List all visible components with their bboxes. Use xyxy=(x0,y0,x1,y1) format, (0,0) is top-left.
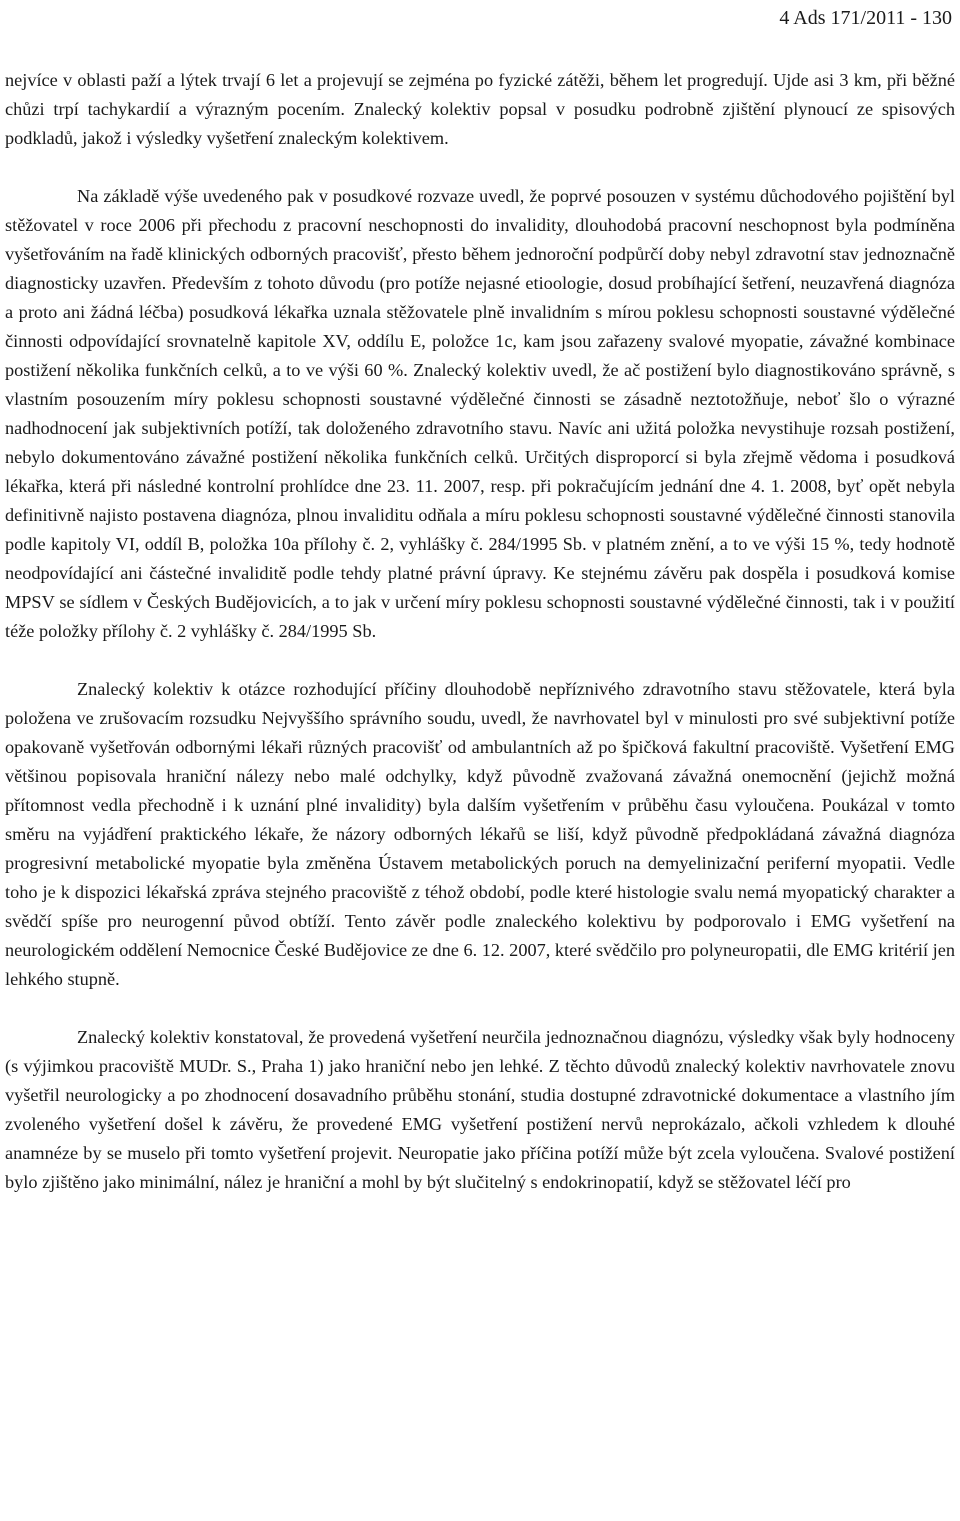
paragraph-2: Na základě výše uvedeného pak v posudkové rozvaze uvedl, že poprvé posouzen v systému důchodového pojištění byl stěžovatel v roce 2006 při přechodu z pracovní neschopnosti do invalidity, dlouhodobá pracovní neschopnost byla podmíněna vyšetřováním na řadě klinických odborných pracovišť, přesto během jednoroční podpůrčí doby nebyl zdravotní stav jednoznačně diagnosticky uzavřen. Především z tohoto důvodu (pro potíže nejasné etioologie, dosud probíhající šetření, neuzavřená diagnóza a proto ani žádná léčba) posudková lékařka uznala stěžovatele plně invalidním s mírou poklesu schopnosti soustavné výdělečné činnosti odpovídající srovnatelně kapitole XV, oddílu E, položce 1c, kam jsou zařazeny svalové myopatie, závažné kombinace postižení několika funkčních celků, a to ve výši 60 %. Znalecký kolektiv uvedl, že ač postižení bylo diagnostikováno správně, s vlastním posouzením míry poklesu schopnosti soustavné výdělečné činnosti se zásadně neztotožňuje, neboť šlo o výrazné nadhodnocení jak subjektivních potíží, tak doloženého zdravotního stavu. Navíc ani užitá položka nevystihuje rozsah postižení, nebylo dokumentováno závažné postižení několika funkčních celků. Určitých disproporcí si byla zřejmě vědoma i posudková lékařka, která při následné kontrolní prohlídce dne 23. 11. 2007, resp. při pokračujícím jednání dne 4. 1. 2008, byť opět nebyla definitivně najisto postavena diagnóza, plnou invaliditu odňala a míru poklesu schopnosti soustavné výdělečné činnosti stanovila podle kapitoly VI, oddíl B, položka 10a přílohy č. 2, vyhlášky č. 284/1995 Sb. v platném znění, a to ve výši 15 %, tedy hodnotě neodpovídající ani částečné invaliditě podle tehdy platné právní úpravy. Ke stejnému závěru pak dospěla i posudková komise MPSV se sídlem v Českých Budějovicích, a to jak v určení míry poklesu schopnosti soustavné výdělečné činnosti, tak i v použití téže položky přílohy č. 2 vyhlášky č. 284/1995 Sb. xyxy=(5,186,955,641)
paragraph-1: nejvíce v oblasti paží a lýtek trvají 6 let a projevují se zejména po fyzické zátěži, během let progredují. Ujde asi 3 km, při běžné chůzi trpí tachykardií a výrazným pocením. Znalecký kolektiv popsal v posudku podrobně zjištění plynoucí ze spisových podkladů, jakož i výsledky vyšetření znaleckým kolektivem. xyxy=(5,70,955,148)
paragraph-3: Znalecký kolektiv k otázce rozhodující příčiny dlouhodobě nepříznivého zdravotního stavu stěžovatele, která byla položena ve zrušovacím rozsudku Nejvyššího správního soudu, uvedl, že navrhovatel byl v minulosti pro své subjektivní potíže opakovaně vyšetřován odbornými lékaři různých pracovišť od ambulantních až po špičková fakultní pracoviště. Vyšetření EMG většinou popisovala hraniční nálezy nebo malé odchylky, když původně zvažovaná závažná onemocnění (jejichž možná přítomnost vedla přechodně i k uznání plné invalidity) byla dalším vyšetřením v průběhu času vyloučena. Poukázal v tomto směru na vyjádření praktického lékaře, že názory odborných lékařů se liší, když původně předpokládaná závažná diagnóza progresivní metabolické myopatie byla změněna Ústavem metabolických poruch na demyelinizační periferní myopatii. Vedle toho je k dispozici lékařská zpráva stejného pracoviště z téhož období, podle které histologie svalu nemá myopatický charakter a svědčí spíše pro neurogenní původ obtíží. Tento závěr podle znaleckého kolektivu by podporovalo i EMG vyšetření na neurologickém oddělení Nemocnice České Budějovice ze dne 6. 12. 2007, které svědčilo pro polyneuropatii, dle EMG kritérií jen lehkého stupně. xyxy=(5,679,955,989)
paragraph-4: Znalecký kolektiv konstatoval, že provedená vyšetření neurčila jednoznačnou diagnózu, výsledky však byly hodnoceny (s výjimkou pracoviště MUDr. S., Praha 1) jako hraniční nebo jen lehké. Z těchto důvodů znalecký kolektiv navrhovatele znovu vyšetřil neurologicky a po zhodnocení dosavadního průběhu stonání, studia dostupné zdravotnické dokumentace a vlastního jím zvoleného vyšetření došel k závěru, že provedené EMG vyšetření postižení nervů neprokázalo, ačkoli vzhledem k dlouhé anamnéze by se muselo při tomto vyšetření projevit. Neuropatie jako příčina potíží může být zcela vyloučena. Svalové postižení bylo zjištěno jako minimální, nález je hraniční a mohl by být slučitelný s endokrinopatií, když se stěžovatel léčí pro xyxy=(5,1027,955,1192)
page-header-reference: 4 Ads 171/2011 - 130 xyxy=(779,7,952,29)
document-body xyxy=(5,66,955,1197)
